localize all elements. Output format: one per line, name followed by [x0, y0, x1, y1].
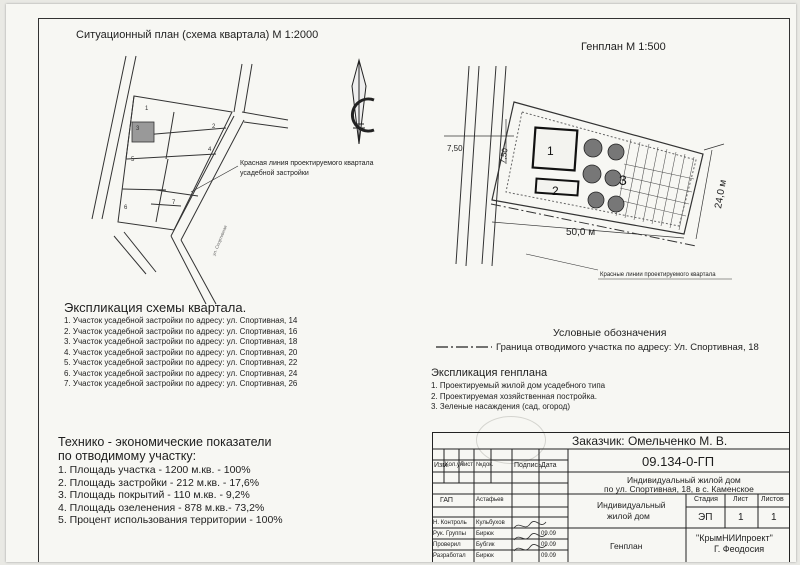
building-label: 2: [552, 184, 559, 198]
role-person: Кульбухов: [476, 520, 505, 526]
list-item: 2. Площадь застройки - 212 м.кв. - 17,6%: [58, 476, 260, 489]
building-label: 1: [547, 144, 554, 158]
role-date: 09.09: [541, 531, 557, 537]
project-address: по ул. Спортивная, 18, в с. Каменское: [604, 484, 754, 494]
plot-label: 7: [172, 200, 176, 206]
road-west-genplan: [456, 66, 479, 266]
list-item: 6. Участок усадебной застройки по адресу: ул. Спортивная, 24: [64, 368, 298, 378]
role-label: Рук. Группы: [433, 531, 466, 537]
street-label: ул. Спортивная: [211, 224, 229, 257]
project-name: Индивидуальный жилой дом: [627, 475, 741, 485]
list-item: 2. Проектируемая хозяйственная постройка.: [431, 391, 597, 401]
list-item: 1. Площадь участка - 1200 м.кв. - 100%: [58, 464, 251, 476]
title-block: [432, 432, 790, 562]
trees-group: [583, 139, 624, 212]
genplan-title: Генплан М 1:500: [581, 41, 666, 53]
list-item: 7. Участок усадебной застройки по адресу: ул. Спортивная, 26: [64, 379, 298, 388]
legend-heading: Условные обозначения: [553, 327, 667, 339]
customer-name: Заказчик: Омельченко М. В.: [572, 434, 728, 448]
block-outline: [118, 96, 232, 230]
north-arrow-icon: [352, 60, 374, 144]
list-item: 5. Процент использования территории - 100%: [58, 514, 283, 526]
building-label: 3: [619, 172, 627, 188]
plot-label: 6: [124, 205, 128, 211]
list-item: 3. Участок усадебной застройки по адресу: ул. Спортивная, 18: [64, 337, 298, 346]
role-label: Проверил: [433, 542, 461, 548]
stage-value: 1: [738, 512, 744, 523]
list-item: 4. Площадь озеленения - 878 м.кв.- 73,2%: [58, 501, 265, 514]
road-east-genplan: [482, 66, 506, 266]
dim-width: 24,0 м: [713, 178, 730, 210]
genplan-explication-list: [431, 381, 605, 413]
stage-header: Листов: [761, 496, 784, 503]
drawing-sheet: [6, 4, 796, 562]
stage-header: Лист: [733, 496, 749, 503]
plot-3-highlight: [132, 122, 154, 142]
red-line-leader: [191, 166, 238, 192]
organization-name: "КрымНИИпроект": [696, 533, 773, 543]
plot-label: 2: [212, 124, 216, 130]
genplan-red-line-label: Красные линии проектируемого квартала: [600, 272, 716, 278]
road-south: [114, 232, 156, 274]
list-item: 1. Участок усадебной застройки по адресу: ул. Спортивная, 14: [64, 316, 298, 325]
road-diagonal: [171, 116, 244, 304]
role-label: Разработал: [433, 553, 466, 559]
plot-label: 1: [145, 106, 149, 112]
dim-side: 7,50: [498, 147, 510, 165]
dim-length: 50,0 м: [566, 227, 596, 238]
col-header: Изм.: [434, 462, 449, 469]
list-item: 3. Площадь покрытий - 110 м.кв. - 9,2%: [58, 489, 250, 501]
role-date: 09.09: [541, 553, 557, 559]
plot-label: 3: [136, 126, 140, 132]
building-1: [533, 128, 578, 171]
tech-heading-line: Технико - экономические показатели: [58, 435, 272, 449]
genplan-explication-heading: Экспликация генплана: [431, 367, 548, 379]
stage-value: 1: [771, 512, 777, 523]
object-name-2: жилой дом: [607, 511, 650, 521]
plot-label: 5: [131, 157, 135, 163]
role-label: Н. Контроль: [433, 520, 467, 526]
list-item: 3. Зеленые насаждения (сад, огород): [431, 402, 571, 411]
situation-plan-title: Ситуационный план (схема квартала) М 1:2000: [76, 29, 319, 41]
object-name-1: Индивидуальный: [597, 500, 666, 510]
red-line-label-2: усадебной застройки: [240, 170, 309, 177]
genplan-red-line-leader: [526, 254, 598, 270]
stage-value: ЭП: [698, 512, 713, 523]
col-header: Лист: [460, 462, 474, 468]
block-explication-heading: Экспликация схемы квартала.: [64, 300, 247, 315]
col-header: Дата: [541, 462, 557, 469]
col-header: №док.: [476, 462, 494, 468]
red-line-label-1: Красная линия проектируемого квартала: [240, 160, 374, 167]
list-item: 5. Участок усадебной застройки по адресу: ул. Спортивная, 22: [64, 358, 298, 367]
list-item: 2. Участок усадебной застройки по адресу: ул. Спортивная, 16: [64, 326, 298, 336]
signature-icon: [512, 518, 552, 558]
tech-heading: [58, 435, 271, 463]
sheet-name: Генплан: [610, 541, 643, 551]
role-person: Бирюк: [476, 531, 494, 537]
stage-header: Стадия: [694, 496, 718, 503]
role-date: 09.09: [541, 542, 557, 548]
role-person: Астафьев: [476, 497, 504, 503]
role-label: ГАП: [440, 497, 453, 504]
road-west: [92, 56, 136, 219]
list-item: 4. Участок усадебной застройки по адресу: ул. Спортивная, 20: [64, 347, 298, 357]
tech-heading-line: по отводимому участку:: [58, 449, 197, 463]
role-person: Бубгик: [476, 542, 495, 548]
legend-item: Граница отводимого участка по адресу: Ул. Спортивная, 18: [496, 342, 759, 353]
road-north: [234, 64, 288, 128]
red-line-genplan: [491, 204, 696, 246]
col-header: Кол.уч: [445, 462, 463, 468]
tech-list: [58, 464, 283, 527]
block-explication-list: [64, 316, 297, 390]
dim-top: 7,50: [447, 144, 463, 153]
drawing-code: 09.134-0-ГП: [642, 454, 715, 469]
organization-city: Г. Феодосия: [714, 544, 765, 554]
col-header: Подпись: [514, 462, 542, 469]
list-item: 1. Проектируемый жилой дом усадебного типа: [431, 381, 606, 390]
role-person: Бирюк: [476, 553, 494, 559]
plot-label: 4: [208, 147, 212, 153]
